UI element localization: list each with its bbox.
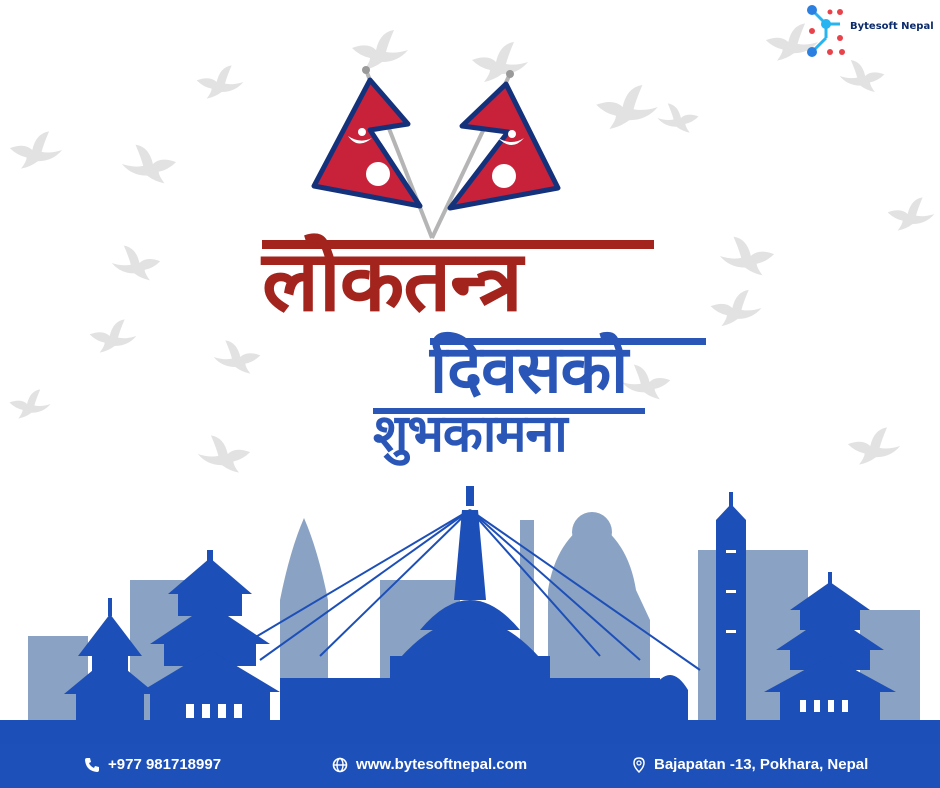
website-link[interactable]: www.bytesoftnepal.com	[356, 756, 528, 773]
globe-icon	[332, 757, 348, 773]
dove-icon	[838, 56, 886, 96]
dove-icon	[718, 232, 776, 280]
headline-line2: दिवसको	[430, 331, 628, 408]
nepal-flags-icon	[300, 66, 570, 246]
website-contact	[332, 756, 527, 773]
bytesoft-logo	[804, 4, 936, 62]
address-contact	[632, 756, 868, 773]
dove-icon	[195, 62, 245, 102]
dove-icon	[594, 82, 660, 132]
dove-icon	[110, 240, 162, 286]
brand-name: Bytesoft Nepal	[850, 21, 934, 32]
dove-icon	[212, 332, 262, 382]
dove-icon	[88, 316, 138, 356]
dove-icon	[196, 430, 252, 478]
contact-footer	[0, 744, 940, 788]
molecule-logo-icon	[804, 4, 848, 62]
dove-icon	[620, 356, 672, 408]
dove-icon	[8, 128, 64, 172]
phone-contact	[84, 756, 221, 773]
phone-number: +977 981718997	[108, 756, 222, 773]
location-pin-icon	[632, 757, 646, 773]
headline-line1: लोकतन्त्र	[262, 232, 522, 330]
dove-icon	[846, 422, 902, 470]
kathmandu-skyline	[0, 480, 940, 744]
dove-icon	[656, 96, 700, 140]
dove-icon	[886, 186, 936, 242]
dove-icon	[708, 288, 764, 328]
dove-icon	[120, 140, 178, 188]
phone-icon	[84, 757, 100, 773]
headline-line3: शुभकामना	[373, 404, 567, 464]
address-text: Bajapatan -13, Pokhara, Nepal	[654, 756, 869, 773]
dove-icon	[8, 382, 52, 426]
